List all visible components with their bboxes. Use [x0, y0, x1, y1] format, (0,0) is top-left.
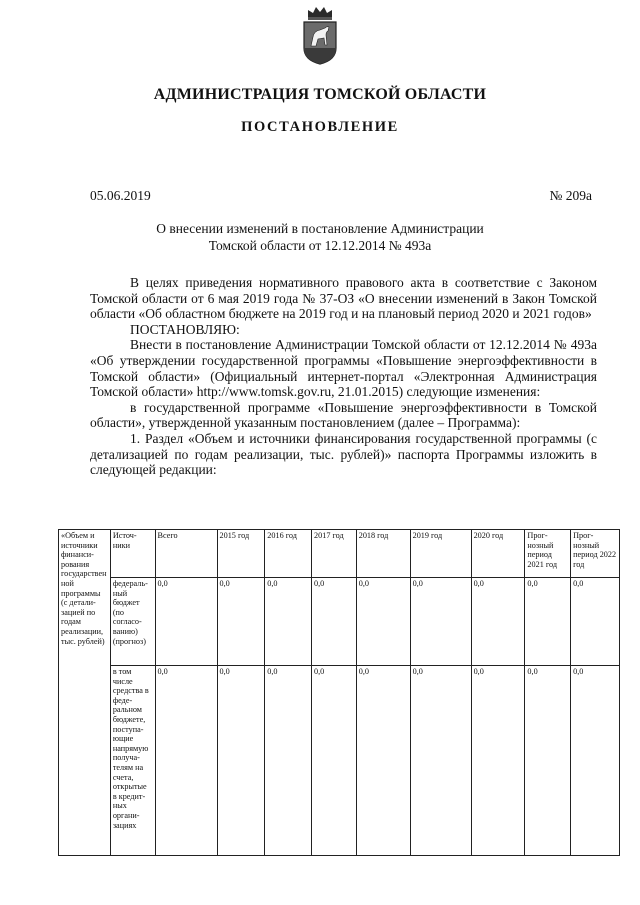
column-header: Прог-нозный период 2022 год	[571, 530, 620, 578]
value-cell: 0,0	[217, 666, 265, 856]
value-cell: 0,0	[571, 666, 620, 856]
column-header: 2017 год	[312, 530, 357, 578]
value-cell: 0,0	[571, 578, 620, 666]
value-cell: 0,0	[410, 578, 471, 666]
value-cell: 0,0	[356, 666, 410, 856]
column-header: 2016 год	[265, 530, 312, 578]
source-cell: в том числе средства в феде-ральном бюджете, поступа-ющие напрямую получа-телям на счета, открытые в кредит-ных органи-зациях	[110, 666, 155, 856]
column-header: 2018 год	[356, 530, 410, 578]
value-cell: 0,0	[356, 578, 410, 666]
table-row	[59, 666, 620, 856]
value-cell: 0,0	[471, 578, 525, 666]
source-cell: федераль-ный бюджет (по согласо-ванию) (прогноз)	[110, 578, 155, 666]
value-cell: 0,0	[312, 578, 357, 666]
document-number: № 209а	[549, 188, 592, 203]
coat-of-arms-icon	[299, 4, 341, 66]
paragraph-amendment: Внести в постановление Администрации Томской области от 12.12.2014 № 493а «Об утверждении государственной программы «Повышение энергоэффективности в Томской области» (Официальный интернет-портал «Электронная Администрация Томской области» http://www.tomsk.gov.ru, 21.01.2015) следующие изменения:	[90, 337, 597, 400]
paragraph-section: 1. Раздел «Объем и источники финансирования государственной программы (с детализацией по годам реализации, тыс. рублей)» паспорта Программы изложить в следующей редакции:	[90, 430, 597, 478]
document-subject: О внесении изменений в постановление Администрации Томской области от 12.12.2014 № 493а	[156, 221, 484, 253]
value-cell: 0,0	[155, 578, 217, 666]
column-header: Прог-нозный период 2021 год	[525, 530, 571, 578]
value-cell: 0,0	[312, 666, 357, 856]
value-cell: 0,0	[265, 666, 312, 856]
document-date: 05.06.2019	[90, 188, 151, 203]
value-cell: 0,0	[265, 578, 312, 666]
financing-table	[58, 529, 620, 856]
column-header: Источ-ники	[110, 530, 155, 578]
value-cell: 0,0	[525, 666, 571, 856]
value-cell: 0,0	[471, 666, 525, 856]
document-body	[90, 275, 597, 478]
paragraph-decree: ПОСТАНОВЛЯЮ:	[130, 321, 240, 337]
value-cell: 0,0	[155, 666, 217, 856]
organization-title: АДМИНИСТРАЦИЯ ТОМСКОЙ ОБЛАСТИ	[153, 86, 487, 103]
row-header-cell: «Объем и источники финанси-рования государственной программы (с детали-зацией по годам реализации, тыс. рублей)	[59, 530, 111, 856]
column-header: Всего	[155, 530, 217, 578]
paragraph-program: в государственной программе «Повышение энергоэффективности в Томской области», утвержденной указанным постановлением (далее – Программа):	[90, 399, 597, 431]
paragraph-preamble: В целях приведения нормативного правового акта в соответствие с Законом Томской области от 6 мая 2019 года № 37-ОЗ «О внесении изменений в Закон Томской области «Об областном бюджете на 2019 год и на плановый период 2020 и 2021 годов»	[90, 275, 597, 322]
table-header-row	[59, 530, 620, 578]
column-header: 2019 год	[410, 530, 471, 578]
value-cell: 0,0	[410, 666, 471, 856]
table-row	[59, 578, 620, 666]
value-cell: 0,0	[525, 578, 571, 666]
column-header: 2020 год	[471, 530, 525, 578]
document-type: ПОСТАНОВЛЕНИЕ	[241, 119, 399, 135]
value-cell: 0,0	[217, 578, 265, 666]
column-header: 2015 год	[217, 530, 265, 578]
